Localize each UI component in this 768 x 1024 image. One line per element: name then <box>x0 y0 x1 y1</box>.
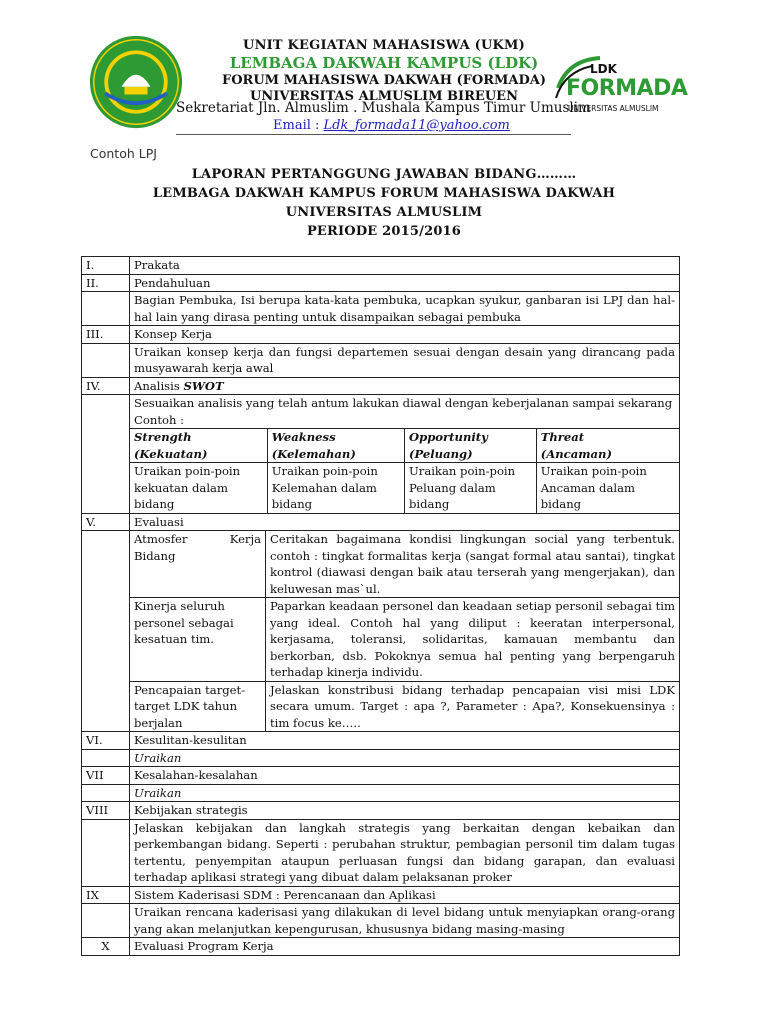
section-label: Konsep Kerja <box>130 326 680 344</box>
swot-opportunity-body: Uraikan poin-poin Peluang dalam bidang <box>405 463 537 513</box>
section-number: X <box>82 938 130 956</box>
section-number: IV. <box>82 377 130 395</box>
table-row <box>82 513 680 531</box>
section-number: II. <box>82 274 130 292</box>
swot-threat-header: Threat (Ancaman) <box>536 429 679 463</box>
section-label: Kebijakan strategis <box>130 802 680 820</box>
section-label <box>130 377 680 395</box>
evaluation-desc-pencapaian: Jelaskan konstribusi bidang terhadap pencapaian visi misi LDK secara umum. Target : apa ?, Parameter : Apa?, Konsekuensinya : tim focus ke….. <box>266 681 680 731</box>
section-description: Uraikan rencana kaderisasi yang dilakukan di level bidang untuk menyiapkan orang-orang yang akan melanjutkan kepengurusan, khususnya bidang masing-masing <box>130 904 680 938</box>
evaluation-item-pencapaian: Pencapaian target-target LDK tahun berjalan <box>130 681 266 731</box>
section-description: Uraikan <box>130 784 680 802</box>
section-description: Uraikan konsep kerja dan fungsi departemen sesuai dengan desain yang dirancang pada musyawarah kerja awal <box>130 343 680 377</box>
section-number: V. <box>82 513 130 531</box>
table-row <box>82 749 680 767</box>
table-row <box>82 274 680 292</box>
swot-strength-body: Uraikan poin-poin kekuatan dalam bidang <box>130 463 267 513</box>
email-label: Email : <box>273 118 324 133</box>
table-row <box>82 343 680 377</box>
section-description: Sesuaikan analisis yang telah antum lakukan diawal dengan keberjalanan sampai sekarang <box>134 396 673 410</box>
section-label-text: Analisis <box>134 378 184 393</box>
org-formada-heading: FORUM MAHASISWA DAKWAH (FORMADA) <box>221 73 547 88</box>
section-label: Evaluasi <box>130 513 680 531</box>
swot-strength-header: Strength (Kekuatan) <box>130 429 267 463</box>
report-title-line2: LEMBAGA DAKWAH KAMPUS FORUM MAHASISWA DAKWAH <box>152 186 616 201</box>
section-label: Kesulitan-kesulitan <box>130 732 680 750</box>
evaluation-item-atmosfer: Atmosfer Kerja Bidang <box>130 531 266 598</box>
table-row <box>82 819 680 886</box>
email-line <box>273 118 510 133</box>
swot-emphasis: SWOT <box>183 378 224 393</box>
section-label: Evaluasi Program Kerja <box>130 938 680 956</box>
table-row <box>82 886 680 904</box>
lpj-outline-table <box>81 256 680 956</box>
table-row <box>82 904 680 938</box>
email-link[interactable]: Ldk_formada11@yahoo.com <box>323 118 510 133</box>
report-title-line3: UNIVERSITAS ALMUSLIM <box>285 205 483 220</box>
table-row <box>82 767 680 785</box>
letterhead <box>0 0 768 140</box>
table-row <box>82 732 680 750</box>
table-row <box>82 395 680 514</box>
table-row <box>82 784 680 802</box>
table-row <box>82 292 680 326</box>
report-title-line4: PERIODE 2015/2016 <box>306 224 462 239</box>
section-number: VIII <box>82 802 130 820</box>
section-label: Kesalahan-kesalahan <box>130 767 680 785</box>
swot-table <box>130 428 679 513</box>
table-row <box>82 938 680 956</box>
section-label: Sistem Kaderisasi SDM : Perencanaan dan Aplikasi <box>130 886 680 904</box>
formada-logo <box>548 48 688 128</box>
table-row <box>82 377 680 395</box>
swot-weakness-body: Uraikan poin-poin Kelemahan dalam bidang <box>267 463 404 513</box>
section-description: Uraikan <box>130 749 680 767</box>
address-line: Sekretariat Jln. Almuslim . Mushala Kampus Timur Umuslim <box>176 100 591 116</box>
formada-logo-name: FORMADA <box>566 76 688 101</box>
table-row <box>82 802 680 820</box>
org-unit-heading: UNIT KEGIATAN MAHASISWA (UKM) <box>243 38 525 53</box>
section-number: VI. <box>82 732 130 750</box>
evaluation-desc-atmosfer: Ceritakan bagaimana kondisi lingkungan social yang terbentuk. contoh : tingkat formalitas kerja (sangat formal atau santai), tingkat kontrol (diawasi dengan baik atau terserah yang mengerjakan), dan keluwesan mas`ul. <box>266 531 680 598</box>
university-heading: UNIVERSITAS ALMUSLIM BIREUEN <box>250 89 518 104</box>
section-number: I. <box>82 257 130 275</box>
report-title-line1: LAPORAN PERTANGGUNG JAWABAN BIDANG……… <box>191 167 577 182</box>
section-number: VII <box>82 767 130 785</box>
formada-logo-ldk: LDK <box>590 62 617 76</box>
swot-opportunity-header: Opportunity (Peluang) <box>405 429 537 463</box>
swot-weakness-header: Weakness (Kelemahan) <box>267 429 404 463</box>
swot-threat-body: Uraikan poin-poin Ancaman dalam bidang <box>536 463 679 513</box>
formada-logo-sub: UNIVERSITAS ALMUSLIM <box>568 104 659 113</box>
evaluation-item-kinerja: Kinerja seluruh personel sebagai kesatuan tim. <box>130 598 266 682</box>
section-number: III. <box>82 326 130 344</box>
section-label: Pendahuluan <box>130 274 680 292</box>
section-label: Prakata <box>130 257 680 275</box>
evaluation-table <box>130 531 679 731</box>
section-description: Bagian Pembuka, Isi berupa kata-kata pembuka, ucapkan syukur, ganbaran isi LPJ dan hal-hal lain yang dirasa penting untuk disampaikan sebagai pembuka <box>130 292 680 326</box>
org-ldk-heading: LEMBAGA DAKWAH KAMPUS (LDK) <box>229 54 539 72</box>
evaluation-desc-kinerja: Paparkan keadaan personel dan keadaan setiap personil sebagai tim yang ideal. Contoh hal yang diliput : keeratan interpersonal, kerjasama, toleransi, solidaritas, kamauan membantu dan berkorban, dsb. Pokoknya semua hal penting yang berpengaruh terhadap kinerja individu. <box>266 598 680 682</box>
section-description: Jelaskan kebijakan dan langkah strategis yang berkaitan dengan kebaikan dan perkembangan bidang. Seperti : perubahan struktur, pembagian personil tim dalam tugas tertentu, penyempitan ataupun perluasan fungsi dan bidang garapan, dan evaluasi terhadap aplikasi strategi yang dibuat dalam pelaksanan proker <box>130 819 680 886</box>
table-row <box>82 257 680 275</box>
header-divider <box>176 134 571 135</box>
table-row <box>82 326 680 344</box>
table-row <box>82 531 680 732</box>
section-number: IX <box>82 886 130 904</box>
contoh-label: Contoh LPJ <box>90 146 157 161</box>
swot-example-label: Contoh : <box>134 412 185 427</box>
